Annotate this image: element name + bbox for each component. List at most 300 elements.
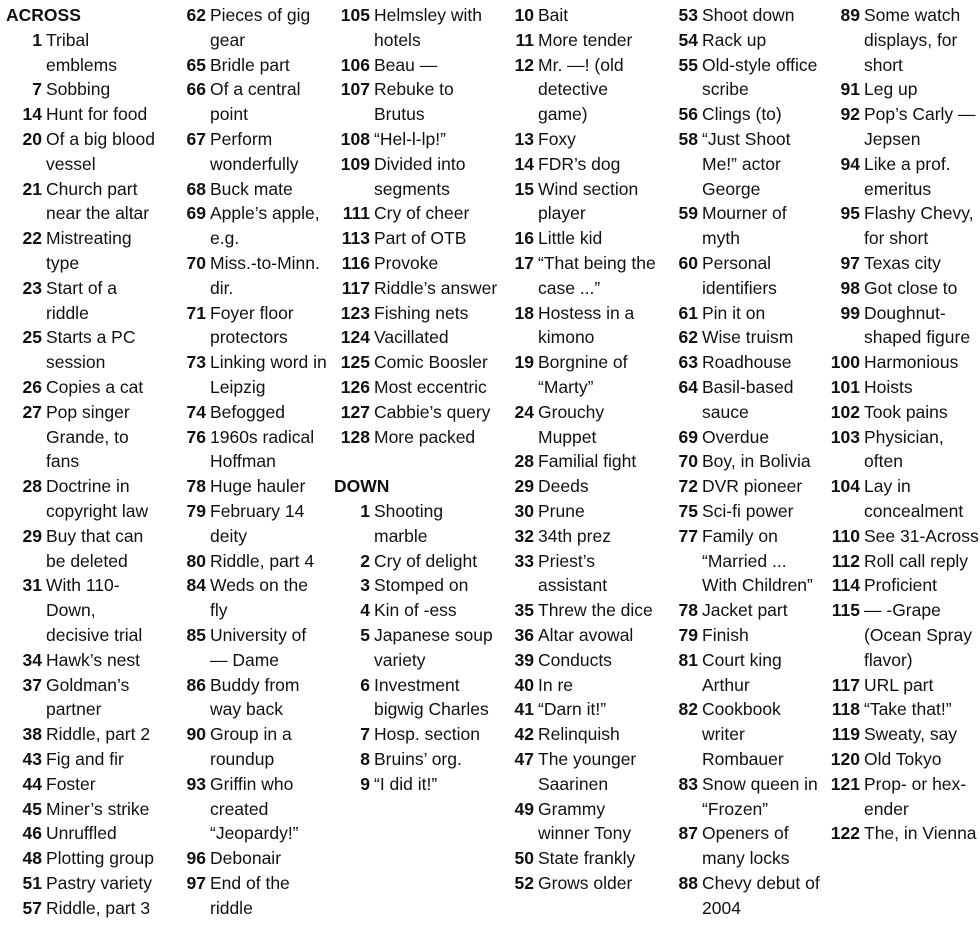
clue-number: 82 — [678, 699, 698, 720]
clue-text: Conducts — [538, 649, 612, 670]
clue-number: 108 — [340, 128, 370, 149]
clue-list — [6, 28, 156, 921]
clue-item — [6, 722, 156, 747]
clue-number: 11 — [515, 29, 534, 50]
clue-item — [178, 573, 328, 623]
clue-text: Boy, in Bolivia — [702, 451, 811, 472]
clue-text: With 110-Down, decisive trial — [46, 575, 143, 645]
clue-item — [506, 524, 656, 549]
clue-number: 52 — [514, 872, 534, 893]
clue-text: Cookbook writer Rombauer — [702, 699, 784, 769]
clue-number: 59 — [678, 203, 698, 224]
clue-text: Bruins’ org. — [374, 748, 462, 769]
clue-item — [506, 623, 656, 648]
clue-item — [334, 747, 499, 772]
clue-text: Texas city — [864, 252, 941, 273]
clue-item — [178, 474, 328, 499]
clue-text: Familial fight — [538, 451, 637, 472]
clue-text: Riddle’s answer — [374, 277, 498, 298]
clue-item — [506, 53, 656, 127]
clue-number: 127 — [340, 401, 370, 422]
clue-text: “That being the case ...” — [538, 252, 656, 298]
clue-text: Personal identifiers — [702, 252, 777, 298]
clue-item — [334, 673, 499, 723]
clue-item — [670, 871, 825, 921]
clue-text: Prop- or hex-ender — [864, 773, 967, 819]
clue-text: Deeds — [538, 476, 589, 497]
clue-item — [334, 226, 499, 251]
clue-text: Altar avowal — [538, 624, 634, 645]
clue-number: 44 — [22, 773, 42, 794]
clue-number: 98 — [840, 277, 860, 298]
clue-item — [670, 201, 825, 251]
clue-list — [334, 499, 499, 797]
clue-item — [828, 276, 980, 301]
clue-number: 10 — [514, 5, 534, 25]
clue-item — [828, 425, 980, 475]
clue-text: Clings (to) — [702, 104, 782, 125]
clue-item — [828, 598, 980, 672]
clue-item — [334, 3, 499, 53]
clue-text: Goldman’s partner — [46, 674, 130, 720]
clue-text: Buy that can be deleted — [46, 525, 144, 571]
clue-number: 24 — [514, 401, 534, 422]
clue-item — [178, 772, 328, 846]
clue-number: 99 — [840, 302, 860, 323]
clue-item — [506, 697, 656, 722]
clue-text: Bridle part — [210, 54, 290, 75]
clue-number: 40 — [514, 674, 534, 695]
clue-number: 124 — [340, 327, 370, 348]
clue-number: 68 — [186, 178, 206, 199]
clue-text: Family on “Married ... With Children” — [702, 525, 813, 596]
clue-item — [178, 77, 328, 127]
clue-item — [178, 127, 328, 177]
clue-number: 58 — [678, 128, 698, 149]
clue-number: 67 — [186, 128, 206, 149]
clue-number: 105 — [340, 5, 370, 25]
clue-item — [178, 499, 328, 549]
clue-text: Old-style office scribe — [702, 54, 818, 100]
clue-text: Old Tokyo — [864, 748, 942, 769]
clue-number: 14 — [514, 153, 534, 174]
clue-number: 7 — [360, 724, 370, 745]
clue-number: 123 — [340, 302, 370, 323]
clue-text: Flashy Chevy, for short — [864, 203, 974, 249]
clue-item — [334, 301, 499, 326]
clue-text: Overdue — [702, 426, 770, 447]
clue-item — [334, 201, 499, 226]
clue-number: 2 — [360, 550, 370, 571]
clue-number: 92 — [840, 104, 860, 125]
clue-number: 8 — [360, 748, 370, 769]
across-heading: ACROSS — [6, 5, 81, 25]
clue-item — [828, 747, 980, 772]
clue-text: Wind section player — [538, 178, 639, 224]
clue-number: 125 — [340, 352, 370, 373]
clue-item — [506, 846, 656, 871]
clue-text: State frankly — [538, 848, 636, 869]
clue-item — [670, 301, 825, 326]
clue-number: 3 — [360, 575, 370, 596]
clue-item — [334, 350, 499, 375]
clue-list — [178, 3, 328, 920]
clue-number: 41 — [514, 699, 534, 720]
clue-number: 60 — [678, 252, 698, 273]
clue-number: 49 — [514, 798, 534, 819]
clue-text: Doctrine in copyright law — [46, 476, 149, 521]
clue-number: 50 — [514, 848, 534, 869]
clue-text: Japanese soup variety — [374, 624, 493, 670]
clue-item — [506, 226, 656, 251]
clue-number: 19 — [514, 352, 534, 373]
clue-text: Rack up — [702, 29, 767, 50]
clue-item — [670, 350, 825, 375]
clue-item — [178, 350, 328, 400]
clue-item — [828, 152, 980, 202]
clue-text: Copies a cat — [46, 376, 144, 397]
clue-column-3 — [334, 3, 499, 797]
clue-text: Riddle, part 2 — [46, 724, 151, 745]
clue-number: 84 — [186, 575, 206, 596]
clue-text: Beau — — [374, 54, 438, 75]
clue-text: Some watch displays, for short — [864, 5, 961, 75]
clue-item — [506, 350, 656, 400]
clue-item — [334, 772, 499, 797]
clue-item — [178, 53, 328, 78]
clue-item — [334, 598, 499, 623]
clue-list — [828, 3, 980, 846]
clue-number: 26 — [22, 376, 42, 397]
clue-item — [670, 28, 825, 53]
clue-number: 36 — [514, 624, 534, 645]
clue-text: Part of OTB — [374, 228, 467, 249]
clue-text: Pop singer Grande, to fans — [46, 401, 130, 472]
clue-column-1 — [6, 3, 156, 920]
clue-text: Openers of many locks — [702, 823, 790, 869]
clue-number: 97 — [840, 252, 860, 273]
clue-column-4 — [506, 3, 656, 896]
clue-number: 37 — [22, 674, 42, 695]
clue-item — [178, 177, 328, 202]
clue-text: Priest’s assistant — [538, 550, 608, 596]
clue-item — [828, 722, 980, 747]
clue-item — [828, 350, 980, 375]
clue-item — [178, 673, 328, 723]
clue-item — [828, 673, 980, 698]
clue-text: “Just Shoot Me!” actor George — [702, 128, 791, 199]
clue-text: Roadhouse — [702, 352, 792, 373]
clue-text: The, in Vienna — [864, 823, 977, 844]
clue-text: Group in a roundup — [210, 724, 292, 769]
clue-number: 9 — [360, 773, 370, 794]
clue-text: Foxy — [538, 128, 576, 149]
clue-number: 18 — [514, 302, 534, 323]
clue-text: Hawk’s nest — [46, 649, 141, 670]
clue-item — [670, 127, 825, 201]
clue-column-5 — [670, 3, 825, 920]
clue-number: 25 — [22, 327, 42, 348]
clue-number: 42 — [514, 724, 534, 745]
clue-number: 71 — [186, 302, 206, 323]
clue-text: Helmsley with hotels — [374, 5, 482, 50]
clue-item — [6, 325, 156, 375]
clue-item — [6, 871, 156, 896]
clue-item — [6, 772, 156, 797]
clue-number: 28 — [514, 451, 534, 472]
clue-item — [334, 573, 499, 598]
clue-number: 30 — [514, 500, 534, 521]
clue-list — [506, 3, 656, 896]
clue-text: Shoot down — [702, 5, 795, 25]
clue-number: 5 — [360, 624, 370, 645]
clue-item — [828, 400, 980, 425]
clue-text: Proficient — [864, 575, 937, 596]
clue-item — [6, 127, 156, 177]
clue-text: Miss.-to-Minn. dir. — [210, 252, 320, 298]
clue-number: 34 — [22, 649, 42, 670]
clue-number: 117 — [341, 277, 370, 298]
clue-text: Investment bigwig Charles — [374, 674, 489, 720]
clue-text: Basil-based sauce — [702, 376, 794, 422]
clue-item — [506, 127, 656, 152]
clue-item — [6, 896, 156, 921]
clue-number: 118 — [831, 699, 860, 720]
clue-number: 23 — [22, 277, 42, 298]
clue-number: 20 — [22, 128, 42, 149]
clue-item — [506, 177, 656, 227]
clue-item — [670, 425, 825, 450]
clue-text: Foster — [46, 773, 96, 794]
clue-number: 46 — [22, 823, 42, 844]
clue-number: 15 — [514, 178, 534, 199]
clue-text: University of — Dame — [210, 624, 307, 670]
clue-text: Miner’s strike — [46, 798, 150, 819]
clue-item — [6, 573, 156, 647]
clue-item — [828, 697, 980, 722]
clue-number: 87 — [678, 823, 698, 844]
clue-number: 94 — [840, 153, 860, 174]
clue-item — [506, 152, 656, 177]
clue-number: 57 — [22, 897, 42, 918]
clue-number: 119 — [831, 724, 860, 745]
clue-text: Finish — [702, 624, 749, 645]
clue-number: 54 — [678, 29, 698, 50]
clue-text: Starts a PC session — [46, 327, 136, 373]
clue-number: 1 — [32, 29, 42, 50]
clue-text: More tender — [538, 29, 633, 50]
clue-text: Hoists — [864, 376, 913, 397]
clue-item — [334, 400, 499, 425]
clue-number: 115 — [831, 600, 860, 621]
clue-item — [506, 251, 656, 301]
clue-number: 73 — [186, 352, 206, 373]
clue-item — [178, 400, 328, 425]
clue-item — [6, 524, 156, 574]
clue-text: More packed — [374, 426, 476, 447]
clue-text: Church part near the altar — [46, 178, 150, 224]
clue-item — [506, 3, 656, 28]
clue-text: Riddle, part 3 — [46, 897, 151, 918]
clue-item — [334, 127, 499, 152]
clue-text: In re — [538, 674, 574, 695]
clue-item — [506, 449, 656, 474]
clue-text: Grows older — [538, 872, 633, 893]
clue-text: Start of a riddle — [46, 277, 118, 323]
clue-number: 13 — [514, 128, 534, 149]
clue-text: DVR pioneer — [702, 476, 803, 497]
clue-text: Vacillated — [374, 327, 449, 348]
clue-item — [670, 449, 825, 474]
clue-item — [506, 28, 656, 53]
clue-number: 47 — [514, 748, 534, 769]
clue-item — [828, 772, 980, 822]
clue-text: Comic Boosler — [374, 352, 488, 373]
clue-number: 111 — [342, 203, 370, 224]
clue-text: Hosp. section — [374, 724, 481, 745]
clue-number: 55 — [678, 54, 698, 75]
clue-text: Physician, often — [864, 426, 944, 472]
clue-item — [178, 549, 328, 574]
clue-number: 69 — [678, 426, 698, 447]
clue-item — [670, 821, 825, 871]
clue-number: 14 — [22, 104, 42, 125]
clue-number: 107 — [340, 79, 370, 100]
clue-number: 89 — [840, 5, 860, 25]
clue-text: Court king Arthur — [702, 649, 782, 695]
clue-column-2 — [178, 3, 328, 920]
clue-number: 7 — [32, 79, 42, 100]
clue-item — [828, 251, 980, 276]
clue-item — [670, 499, 825, 524]
clue-item — [178, 846, 328, 871]
clue-number: 62 — [678, 327, 698, 348]
clue-text: Like a prof. emeritus — [864, 153, 951, 199]
clue-number: 103 — [830, 426, 860, 447]
clue-text: Got close to — [864, 277, 958, 298]
clue-number: 97 — [186, 872, 206, 893]
clue-text: Weds on the fly — [210, 575, 308, 621]
clue-item — [670, 697, 825, 771]
clue-text: Bait — [538, 5, 569, 25]
clue-number: 114 — [831, 575, 860, 596]
down-heading: DOWN — [334, 476, 390, 497]
clue-item — [506, 722, 656, 747]
clue-number: 128 — [340, 426, 370, 447]
clue-item — [6, 177, 156, 227]
clue-text: URL part — [864, 674, 934, 695]
clue-item — [506, 474, 656, 499]
clue-item — [828, 301, 980, 351]
clue-number: 43 — [22, 748, 42, 769]
clue-item — [828, 375, 980, 400]
clue-text: Mourner of myth — [702, 203, 787, 249]
clue-number: 48 — [22, 848, 42, 869]
clue-text: Perform wonderfully — [210, 128, 299, 174]
clue-number: 63 — [678, 352, 698, 373]
clue-text: Provoke — [374, 252, 439, 273]
clue-text: The younger Saarinen — [538, 748, 637, 794]
clue-item — [6, 375, 156, 400]
clue-text: Cry of cheer — [374, 203, 470, 224]
clue-item — [178, 722, 328, 772]
clue-text: 1960s radical Hoffman — [210, 426, 315, 472]
clue-item — [6, 797, 156, 822]
clue-text: Sci-fi power — [702, 500, 794, 521]
clue-item — [828, 474, 980, 524]
clue-text: — -Grape (Ocean Spray flavor) — [864, 600, 972, 670]
clue-number: 53 — [678, 5, 698, 25]
clue-text: Of a big blood vessel — [46, 128, 155, 174]
clue-number: 74 — [186, 401, 206, 422]
clue-number: 35 — [514, 600, 534, 621]
clue-text: Buddy from way back — [210, 674, 300, 720]
clue-number: 113 — [341, 228, 370, 249]
clue-text: Buck mate — [210, 178, 293, 199]
clue-number: 90 — [186, 724, 206, 745]
section-gap — [334, 449, 499, 474]
clue-number: 66 — [186, 79, 206, 100]
clue-number: 78 — [186, 476, 206, 497]
clue-item — [178, 3, 328, 53]
clue-item — [334, 251, 499, 276]
clue-number: 1 — [360, 500, 370, 521]
clue-number: 122 — [830, 823, 860, 844]
clue-text: “Hel-l-lp!” — [374, 128, 446, 149]
clue-number: 65 — [186, 54, 206, 75]
clue-number: 78 — [678, 600, 698, 621]
clue-number: 91 — [840, 79, 860, 100]
clue-item — [334, 375, 499, 400]
clue-item — [6, 28, 156, 78]
clue-item — [670, 3, 825, 28]
clue-item — [506, 400, 656, 450]
clue-number: 64 — [678, 376, 698, 397]
clue-text: Befogged — [210, 401, 285, 422]
clue-text: Hunt for food — [46, 104, 148, 125]
clue-item — [828, 573, 980, 598]
clue-number: 28 — [22, 476, 42, 497]
clue-number: 4 — [360, 600, 370, 621]
clue-number: 17 — [514, 252, 534, 273]
clue-item — [178, 425, 328, 475]
clue-text: Riddle, part 4 — [210, 550, 315, 571]
clue-number: 27 — [22, 401, 42, 422]
clue-item — [334, 499, 499, 549]
clue-item — [178, 301, 328, 351]
clue-item — [670, 772, 825, 822]
clue-text: Huge hauler — [210, 476, 306, 497]
clue-item — [506, 648, 656, 673]
clue-item — [6, 673, 156, 723]
clue-item — [178, 871, 328, 921]
clue-number: 79 — [678, 624, 698, 645]
clue-number: 81 — [678, 649, 698, 670]
clue-text: Rebuke to Brutus — [374, 79, 454, 125]
clue-text: Unruffled — [46, 823, 117, 844]
clue-item — [6, 846, 156, 871]
clue-text: Most eccentric — [374, 376, 487, 397]
clue-item — [506, 797, 656, 847]
clue-item — [670, 648, 825, 698]
clue-text: Grouchy Muppet — [538, 401, 605, 447]
clue-item — [828, 102, 980, 152]
clue-text: February 14 deity — [210, 500, 305, 546]
clue-item — [670, 251, 825, 301]
clue-list — [334, 3, 499, 449]
clue-item — [6, 474, 156, 524]
clue-item — [334, 549, 499, 574]
